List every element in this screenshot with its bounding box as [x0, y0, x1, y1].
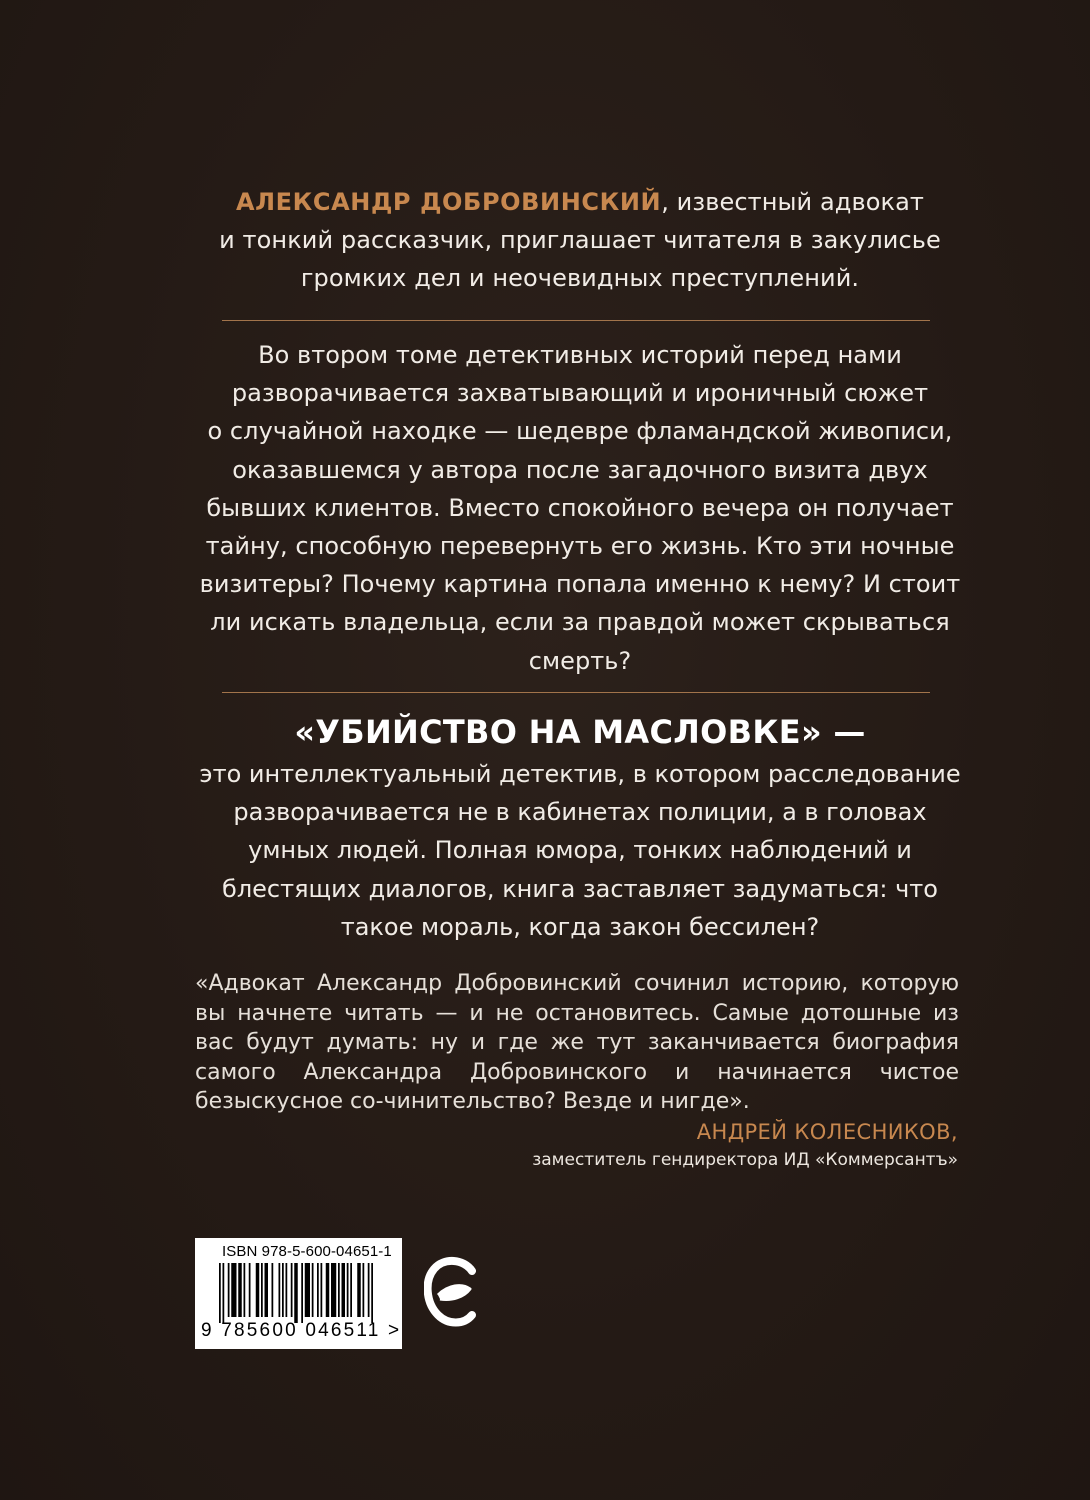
barcode-bar: [305, 1263, 310, 1317]
barcode-bar: [326, 1263, 330, 1317]
barcode-bar: [219, 1263, 221, 1323]
barcode-bar: [265, 1263, 269, 1317]
barcode-bar: [223, 1263, 225, 1323]
barcode-bar: [279, 1263, 281, 1317]
barcode-bar: [272, 1263, 274, 1317]
description-line: о случайной находке — шедевре фламандской живописи,: [207, 417, 953, 446]
book-title-headline: «УБИЙСТВО НА МАСЛОВКЕ» —: [294, 713, 866, 751]
summary-paragraph: [150, 755, 1010, 946]
barcode-bar: [286, 1263, 288, 1317]
isbn-label: ISBN 978-5-600-04651-1: [222, 1243, 392, 1260]
description-line: тайну, способную перевернуть его жизнь. Кто эти ночные: [205, 532, 955, 561]
barcode-bar: [363, 1263, 365, 1317]
barcode-bar: [249, 1263, 251, 1317]
barcode-bar: [338, 1263, 340, 1317]
barcode-bars: [219, 1263, 387, 1323]
barcode-bar: [350, 1263, 352, 1317]
description-line: визитеры? Почему картина попала именно к нему? И стоит: [199, 570, 961, 599]
review-quote: «Адвокат Александр Добровинский сочинил историю, которую вы начнете читать — и не остановитесь. Самые дотошные из вас будут думать: ну и где же тут заканчивается биография самого Александра Добровинского и начинается чистое безыскусное со-чинительство? Везде и нигде».: [195, 971, 959, 1114]
barcode-bar: [368, 1263, 370, 1317]
description-line: бывших клиентов. Вместо спокойного вечера он получает: [206, 493, 954, 522]
barcode-bar: [331, 1263, 336, 1317]
isbn-barcode: [195, 1238, 402, 1349]
divider-rule: [222, 320, 930, 321]
barcode-bar: [371, 1263, 373, 1323]
barcode-bar: [228, 1263, 230, 1317]
barcode-bar: [301, 1263, 303, 1323]
quote-author: АНДРЕЙ КОЛЕСНИКОВ,: [696, 1120, 958, 1144]
intro-line-2: и тонкий рассказчик, приглашает читателя в закулисье: [219, 226, 941, 254]
barcode-bar: [231, 1263, 236, 1317]
barcode-bar: [291, 1263, 293, 1317]
summary-line: такое мораль, когда закон бессилен?: [340, 912, 820, 941]
barcode-bar: [282, 1263, 284, 1317]
eksmo-e-logo-icon: [424, 1255, 480, 1331]
barcode-digits: 9 785600 046511 >: [201, 1320, 402, 1341]
barcode-bar: [357, 1263, 361, 1317]
barcode-bar: [261, 1263, 263, 1317]
quote-author-role: заместитель гендиректора ИД «Коммерсантъ»: [532, 1150, 958, 1170]
description-line: разворачивается захватывающий и ироничный сюжет: [231, 379, 929, 408]
barcode-bar: [294, 1263, 298, 1323]
author-name: АЛЕКСАНДР ДОБРОВИНСКИЙ: [235, 188, 662, 216]
barcode-bar: [256, 1263, 260, 1317]
intro-line-3: громких дел и неочевидных преступлений.: [300, 264, 860, 292]
barcode-bar: [238, 1263, 242, 1317]
barcode-bar: [244, 1263, 246, 1317]
intro-line-1-rest: , известный адвокат: [661, 188, 925, 216]
summary-line: умных людей. Полная юмора, тонких наблюдений и: [248, 836, 912, 865]
barcode-bar: [317, 1263, 319, 1317]
summary-line: разворачивается не в кабинетах полиции, а в головах: [233, 798, 927, 827]
description-paragraph: [150, 336, 1010, 680]
divider-rule: [222, 692, 930, 693]
description-line: оказавшемся у автора после загадочного визита двух: [232, 455, 928, 484]
description-line: смерть?: [528, 646, 632, 675]
description-line: ли искать владельца, если за правдой может скрываться: [210, 608, 950, 637]
summary-line: это интеллектуальный детектив, в котором расследование: [199, 760, 961, 788]
barcode-bar: [347, 1263, 349, 1317]
summary-line: блестящих диалогов, книга заставляет задуматься: что: [222, 874, 938, 903]
description-line: Во втором томе детективных историй перед нами: [258, 341, 902, 369]
barcode-bar: [342, 1263, 346, 1317]
barcode-bar: [312, 1263, 314, 1317]
intro-paragraph: [150, 183, 1010, 297]
barcode-bar: [321, 1263, 323, 1317]
intro-line-1: [150, 183, 1010, 221]
